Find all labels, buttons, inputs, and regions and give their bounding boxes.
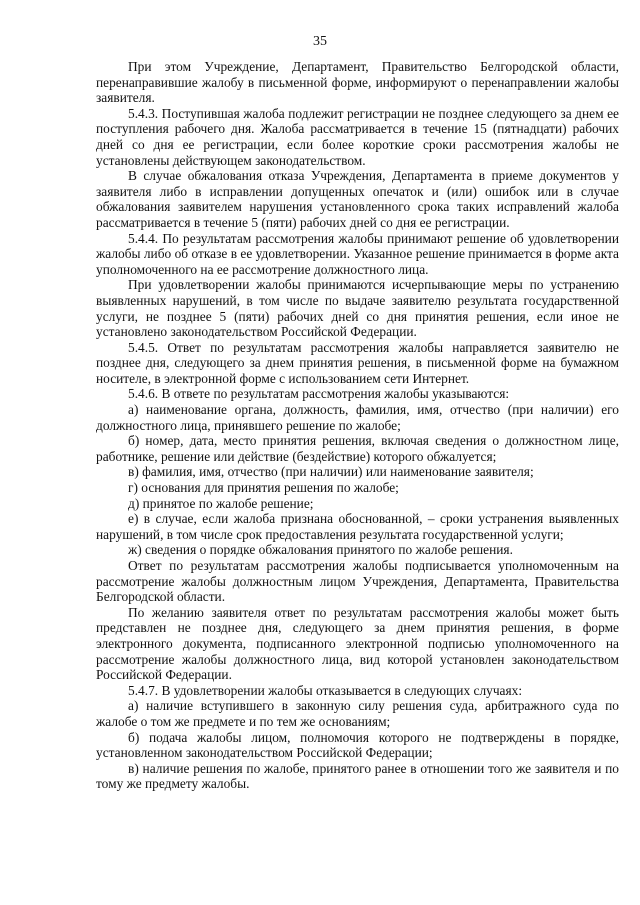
list-item: е) в случае, если жалоба признана обоснованной, – сроки устранения выявленных нарушений, в том числе срок предоставления результата государственной услуги;	[96, 511, 619, 542]
paragraph: В случае обжалования отказа Учреждения, Департамента в приеме документов у заявителя либо в исправлении допущенных опечаток и (или) ошибок или в случае обжалования заявителем нарушения установленного срока таких исправлений жалоба рассматривается в течение 5 (пяти) рабочих дней со дня ее регистрации.	[96, 168, 619, 230]
paragraph: 5.4.6. В ответе по результатам рассмотрения жалобы указываются:	[128, 386, 510, 402]
paragraph: 5.4.4. По результатам рассмотрения жалобы принимают решение об удовлетворении жалобы либо об отказе в ее удовлетворении. Указанное решение принимается в форме акта уполномоченного на ее рассмотрение должностного лица.	[96, 230, 619, 277]
list-item: б) подача жалобы лицом, полномочия которого не подтверждены в порядке, установленном законодательством Российской Федерации;	[96, 729, 619, 761]
paragraph: 5.4.5. Ответ по результатам рассмотрения жалобы направляется заявителю не позднее дня, следующего за днем принятия решения, в письменной форме на бумажном носителе, в электронной форме с использованием сети Интернет.	[96, 339, 619, 386]
paragraph: 5.4.3. Поступившая жалоба подлежит регистрации не позднее следующего за днем ее поступления рабочего дня. Жалоба рассматривается в течение 15 (пятнадцати) рабочих дней со дня ее регистрации, если более короткие сроки рассмотрения жалобы не установлены действующем законодательством.	[96, 105, 619, 168]
list-item: а) наличие вступившего в законную силу решения суда, арбитражного суда по жалобе о том же предмете и по тем же основаниям;	[96, 698, 619, 729]
paragraph: Ответ по результатам рассмотрения жалобы подписывается уполномоченным на рассмотрение жалобы должностным лицом Учреждения, Департамента, Правительства Белгородской области.	[96, 558, 619, 605]
paragraph: По желанию заявителя ответ по результатам рассмотрения жалобы может быть представлен не позднее дня, следующего за днем принятия решения, в форме электронного документа, подписанного электронной подписью уполномоченного на рассмотрение жалобы должностного лица, вид которой установлен законодательством Российской Федерации.	[96, 604, 619, 683]
list-item: а) наименование органа, должность, фамилия, имя, отчество (при наличии) его должностного лица, принявшего решение по жалобе;	[96, 402, 619, 433]
paragraph: При этом Учреждение, Департамент, Правительство Белгородской области, перенаправившие жалобу в письменной форме, информируют о перенаправлении жалобы заявителя.	[96, 59, 619, 106]
paragraph: 5.4.7. В удовлетворении жалобы отказывается в следующих случаях:	[128, 682, 523, 698]
list-item: д) принятое по жалобе решение;	[128, 495, 314, 511]
document-body	[96, 59, 619, 792]
paragraph: При удовлетворении жалобы принимаются исчерпывающие меры по устранению выявленных нарушений, в том числе по выдаче заявителю результата государственной услуги, не позднее 5 (пяти) рабочих дней со дня принятия решения, если иное не установлено законодательством Российской Федерации.	[96, 277, 619, 340]
list-item: в) наличие решения по жалобе, принятого ранее в отношении того же заявителя и по тому же предмету жалобы.	[96, 760, 619, 792]
list-item: г) основания для принятия решения по жалобе;	[128, 480, 399, 496]
page-number: 35	[313, 34, 327, 49]
list-item: в) фамилия, имя, отчество (при наличии) или наименование заявителя;	[128, 464, 534, 480]
list-item: б) номер, дата, место принятия решения, включая сведения о должностном лице, работнике, решение или действие (бездействие) которого обжалуется;	[96, 433, 619, 464]
list-item: ж) сведения о порядке обжалования принятого по жалобе решения.	[128, 542, 513, 558]
